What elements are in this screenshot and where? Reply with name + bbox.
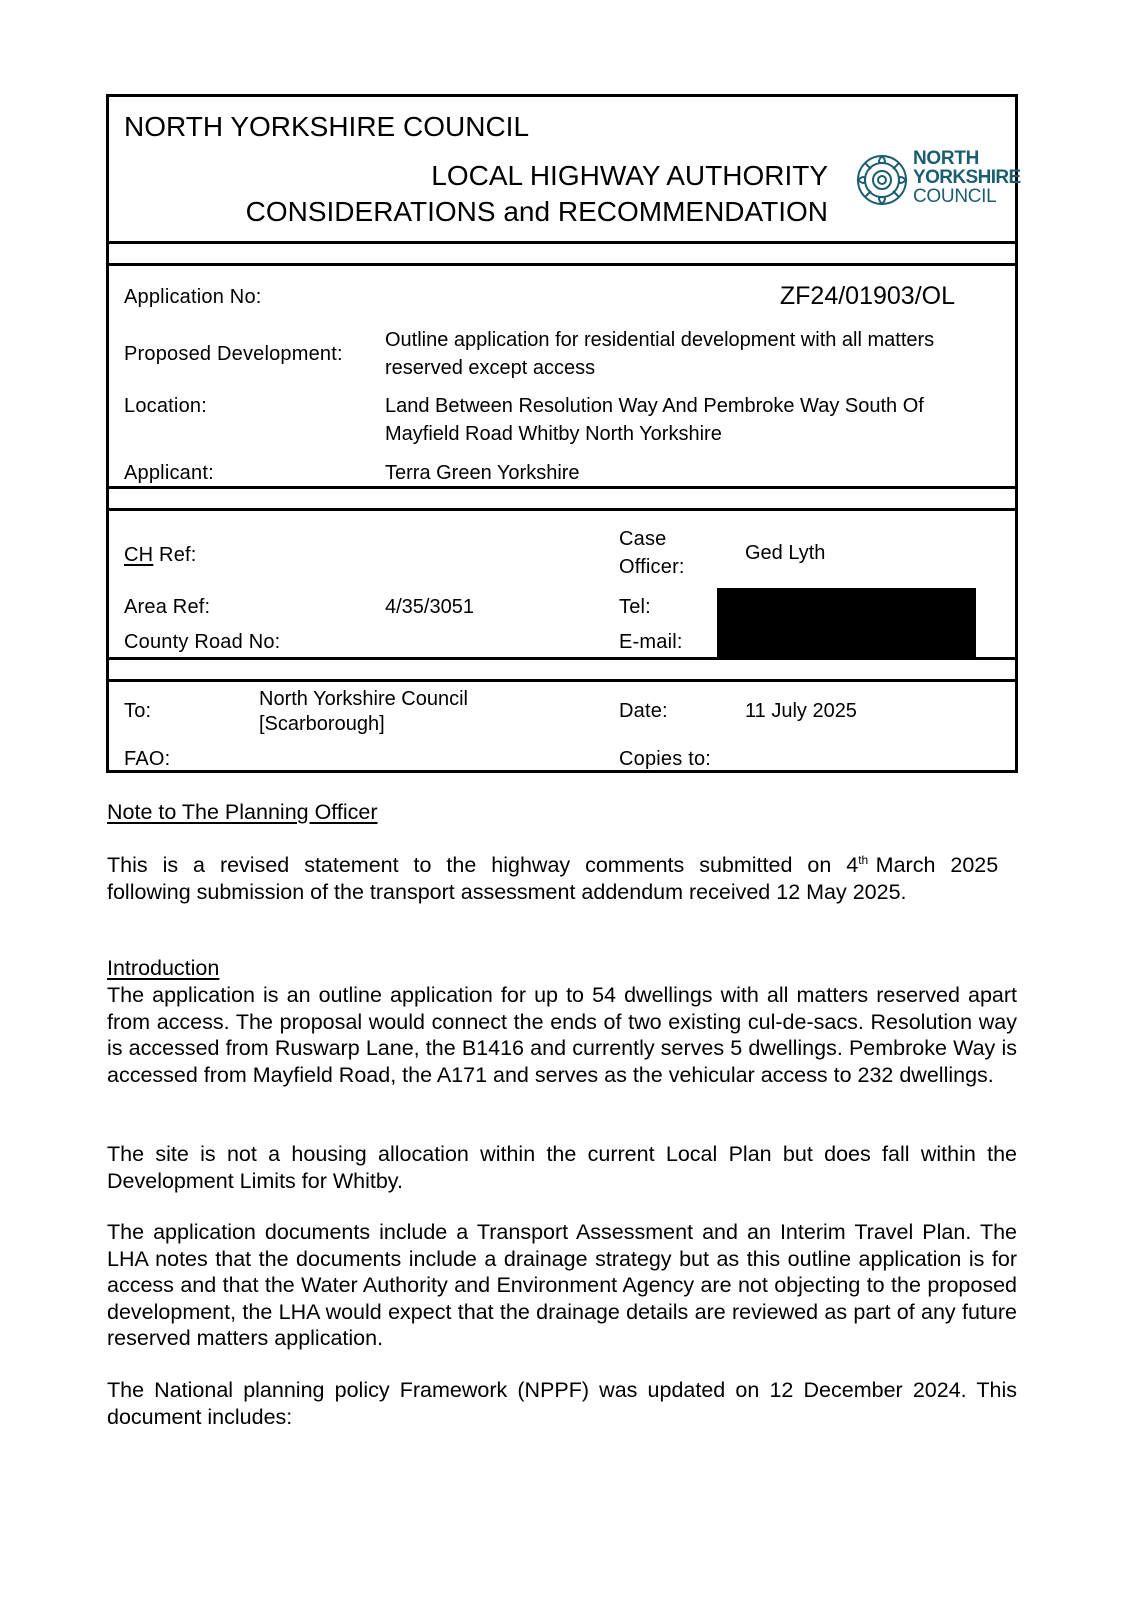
case-officer-label-line2: Officer: — [619, 556, 685, 578]
date-value: 11 July 2025 — [745, 700, 857, 722]
proposed-development-label: Proposed Development: — [124, 343, 343, 365]
location-line2: Mayfield Road Whitby North Yorkshire — [385, 423, 722, 445]
proposed-development-line2: reserved except access — [385, 357, 596, 379]
addressing-box — [106, 679, 1018, 773]
ch-ref-label-rest: Ref: — [153, 544, 197, 566]
email-label: E-mail: — [619, 631, 683, 653]
application-number-label: Application No: — [124, 286, 262, 308]
authority-line: LOCAL HIGHWAY AUTHORITY — [431, 160, 828, 191]
ch-ref-abbr: CH — [124, 544, 154, 566]
application-number-value: ZF24/01903/OL — [779, 282, 955, 310]
area-ref-label: Area Ref: — [124, 596, 211, 618]
logo-text-line1: NORTH — [913, 148, 980, 169]
introduction-paragraph-4: The National planning policy Framework (NPPF) was updated on 12 December 2024. This document includes: — [107, 1378, 1017, 1429]
logo-text-line2: YORKSHIRE — [913, 167, 1021, 188]
applicant-label: Applicant: — [124, 462, 214, 484]
introduction-paragraph-3: The application documents include a Transport Assessment and an Interim Travel Plan. The LHA notes that the documents include a drainage strategy but as this outline application is for access and that the Water Authority and Environment Agency are not objecting to the proposed development, the LHA would expect that the drainage details are reviewed as part of any future reserved matters application. — [107, 1220, 1017, 1350]
note-line1 — [107, 852, 1017, 879]
note-line1-end: March 2025 — [868, 853, 999, 877]
case-officer-value: Ged Lyth — [745, 542, 826, 564]
note-heading: Note to The Planning Officer — [107, 800, 378, 824]
logo-text-line3: COUNCIL — [913, 186, 997, 207]
fao-label: FAO: — [124, 748, 171, 770]
date-label: Date: — [619, 700, 668, 722]
to-value-line2: [Scarborough] — [259, 713, 385, 735]
to-value-line1: North Yorkshire Council — [259, 688, 468, 710]
tel-label: Tel: — [619, 596, 651, 618]
to-label: To: — [124, 700, 152, 722]
location-label: Location: — [124, 395, 207, 417]
area-ref-value: 4/35/3051 — [385, 596, 474, 618]
rose-emblem-icon — [855, 149, 909, 211]
copies-to-label: Copies to: — [619, 748, 712, 770]
applicant-value: Terra Green Yorkshire — [385, 462, 580, 484]
redacted-contact-block — [717, 588, 976, 660]
note-line1-main: This is a revised statement to the highway comments submitted on 4 — [107, 853, 859, 877]
ch-ref-label — [124, 544, 197, 567]
report-title: CONSIDERATIONS and RECOMMENDATION — [245, 196, 828, 227]
location-line1: Land Between Resolution Way And Pembroke Way South Of — [385, 395, 924, 417]
case-officer-label-line1: Case — [619, 528, 667, 550]
council-name: NORTH YORKSHIRE COUNCIL — [124, 111, 530, 142]
introduction-paragraph-1: The application is an outline application for up to 54 dwellings with all matters reserved apart from access. The proposal would connect the ends of two existing cul-de-sacs. Resolution way is accessed from Ruswarp Lane, the B1416 and currently serves 5 dwellings. Pembroke Way is accessed from Mayfield Road, the A171 and serves as the vehicular access to 232 dwellings. — [107, 983, 1017, 1087]
note-line1-superscript: th — [858, 852, 869, 867]
county-road-label: County Road No: — [124, 631, 281, 653]
note-paragraph — [107, 852, 1017, 905]
introduction-heading: Introduction — [107, 956, 220, 980]
introduction-paragraph-2: The site is not a housing allocation within the current Local Plan but does fall within the Development Limits for Whitby. — [107, 1142, 1017, 1193]
proposed-development-line1: Outline application for residential development with all matters — [385, 329, 935, 351]
council-logo — [855, 145, 1021, 215]
note-line2: following submission of the transport assessment addendum received 12 May 2025. — [107, 879, 907, 904]
